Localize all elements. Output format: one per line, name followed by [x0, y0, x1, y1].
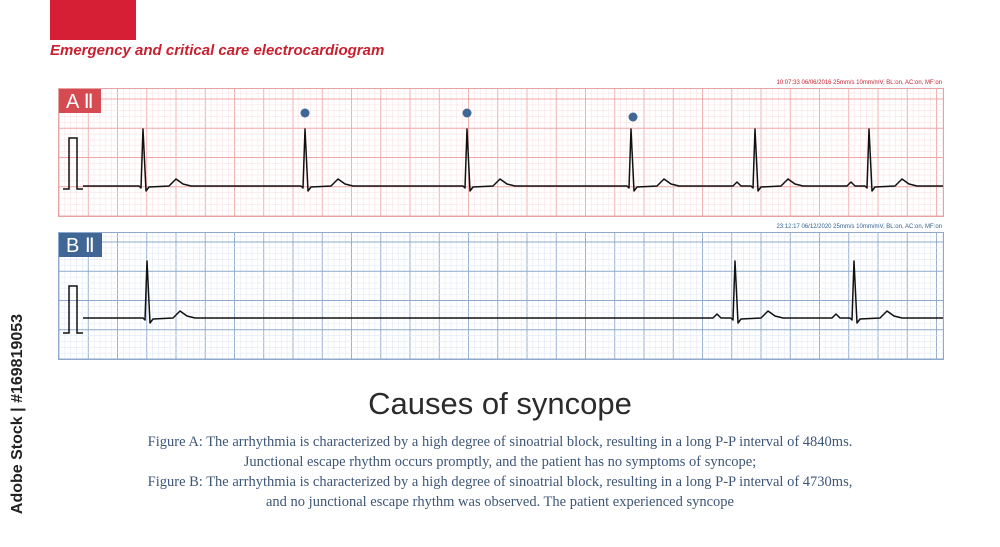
strip-a-meta: 10:07:33 06/06/2016 25mm/s 10mm/mV, BL:on, AC:on, MF:on	[776, 80, 942, 86]
p-wave-marker	[629, 113, 638, 122]
caption-line-1: Figure A: The arrhythmia is characterized by a high degree of sinoatrial block, resulting in a long P-P interval of 4840ms.	[147, 434, 853, 450]
caption-line-4: and no junctional escape rhythm was observed. The patient experienced syncope	[265, 494, 734, 510]
ecg-trace-b	[83, 261, 943, 323]
p-wave-marker	[301, 109, 310, 118]
stock-watermark-id: Adobe Stock | #169819053	[9, 313, 26, 515]
ecg-grid	[59, 89, 943, 216]
caption-line-2: Junctional escape rhythm occurs promptly, and the patient has no symptoms of syncope;	[243, 454, 757, 470]
page-heading: Emergency and critical care electrocardiogram	[50, 42, 385, 59]
p-wave-marker	[463, 109, 472, 118]
brand-tab	[50, 0, 136, 40]
strip-b-meta: 23:12:17 06/12/2020 25mm/s 10mm/mV, BL:on, AC:on, MF:on	[776, 224, 942, 230]
strip-a-label: A Ⅱ	[59, 89, 101, 113]
figure-title: Causes of syncope	[368, 386, 632, 421]
ecg-strip-a	[58, 88, 944, 217]
ecg-strip-b	[58, 232, 944, 360]
ecg-grid	[59, 233, 943, 359]
ecg-strip-a-chart	[59, 89, 943, 216]
calibration-pulse	[63, 286, 83, 333]
ecg-trace-a	[83, 129, 943, 191]
strip-b-label: B Ⅱ	[59, 233, 102, 257]
figure-caption	[60, 432, 940, 512]
ecg-strip-b-chart	[59, 233, 943, 359]
caption-line-3: Figure B: The arrhythmia is characterized by a high degree of sinoatrial block, resulting in a long P-P interval of 4730ms,	[147, 474, 853, 490]
